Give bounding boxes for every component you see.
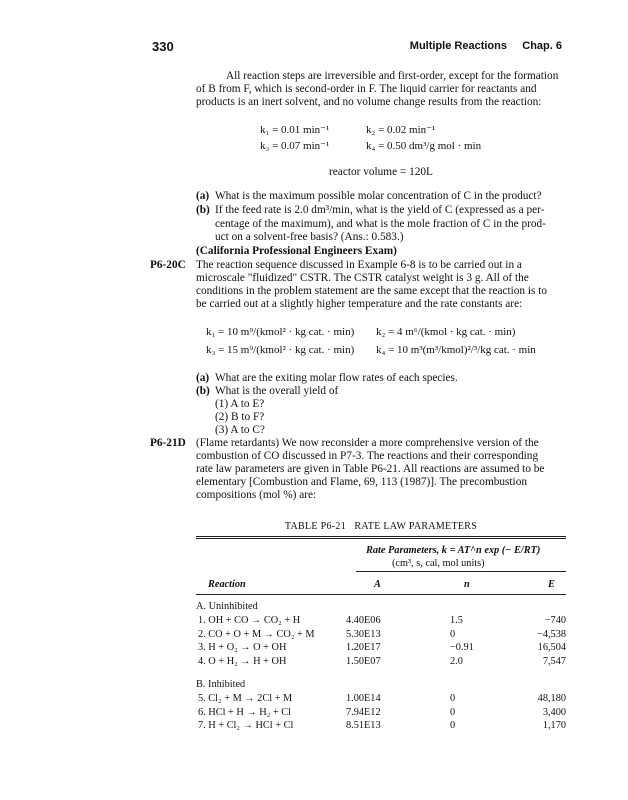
rows_a-row-2-a: 5.30E13 xyxy=(346,628,381,640)
p6-20-question-a-tag: (a) xyxy=(196,372,210,384)
rows_a-row-2-n: 0 xyxy=(450,628,456,640)
rows_a-row-4-a: 1.50E07 xyxy=(346,655,381,667)
group-units: (cm³, s, cal, mol units) xyxy=(392,558,485,569)
rows_a-row-2-e: −4,538 xyxy=(537,628,566,640)
rows_a-row-2-reaction: 2. CO + O + M → CO₂ + M xyxy=(198,628,315,640)
problem-6-20-label: P6-20C xyxy=(150,259,186,271)
rows_b-row-2-e: 3,400 xyxy=(542,706,566,718)
p6-20-question-b-tag: (b) xyxy=(196,385,210,397)
p6-21-line-2: combustion of CO discussed in P7-3. The reactions and their corresponding xyxy=(196,450,539,462)
rows_a-row-4-reaction: 4. O + H₂ → H + OH xyxy=(198,655,287,667)
p6-20-question-b xyxy=(196,385,566,398)
rows_a-row-1-e: −740 xyxy=(544,615,566,626)
rows_a-row-1-a: 4.40E06 xyxy=(346,615,381,626)
col-reaction-header: Reaction xyxy=(208,579,246,590)
question-b-line-1: If the feed rate is 2.0 dm³/min, what is the yield of C (expressed as a per- xyxy=(215,204,545,216)
rows_b-row-1-n: 0 xyxy=(450,693,456,704)
p6-20-question-a-text: What are the exiting molar flow rates of each species. xyxy=(215,372,458,384)
rows_a-row-1-n: 1.5 xyxy=(450,615,463,626)
rows_b-row-2-n: 0 xyxy=(450,706,456,718)
rate-constant-k4: k₄ = 0.50 dm³/g mol · min xyxy=(366,140,482,152)
question-b-line-3: uct on a solvent-free basis? (Ans.: 0.583.) xyxy=(215,231,404,243)
p6-21-line-3: rate law parameters are given in Table P6-21. All reactions are assumed to be xyxy=(196,463,545,475)
rows_a-row-4-n: 2.0 xyxy=(450,655,463,667)
header-rule xyxy=(196,594,566,595)
p6-20-sub-1: (1) A to E? xyxy=(215,398,265,410)
rate-constant-k3: k₃ = 0.07 min⁻¹ xyxy=(260,140,330,152)
rate-constant-k2: k₂ = 0.02 min⁻¹ xyxy=(366,124,436,136)
p6-20-line-3: conditions in the problem statement are the same except that the reaction is to xyxy=(196,285,548,297)
table-top-rule-2 xyxy=(196,538,566,539)
p6-21-line-5: compositions (mol %) are: xyxy=(196,489,317,501)
rows_a-row-3-reaction: 3. H + O₂ → O + OH xyxy=(198,642,287,653)
intro-line-2: of B from F, which is second-order in F. The liquid carrier for reactants and xyxy=(196,83,537,95)
col-n-header: n xyxy=(464,579,470,590)
table-top-rule xyxy=(196,536,566,537)
rows_b-row-3-e: 1,170 xyxy=(542,720,566,731)
group-header: Rate Parameters, k = AT^n exp (− E/RT) xyxy=(366,545,541,556)
rows_b-row-1-reaction: 5. Cl₂ + M → 2Cl + M xyxy=(198,693,293,704)
rows_b-row-2-a: 7.94E12 xyxy=(346,706,381,718)
p6-20-line-4: be carried out at a slightly higher temperature and the rate constants are: xyxy=(196,298,523,310)
rows_a-row-3-n: −0.91 xyxy=(450,642,474,653)
table-caption: TABLE P6-21 RATE LAW PARAMETERS xyxy=(284,521,478,532)
p6-20-sub-3: (3) A to C? xyxy=(215,424,265,436)
p6-20-question-b-text: What is the overall yield of xyxy=(215,385,339,397)
question-b-tag: (b) xyxy=(196,204,210,216)
intro-line-3: products is an inert solvent, and no volume change results from the reaction: xyxy=(196,96,542,108)
question-a xyxy=(196,190,566,203)
section-b-label: B. Inhibited xyxy=(196,679,246,690)
reactor-volume: reactor volume = 120L xyxy=(329,166,433,178)
p6-21-line-1: (Flame retardants) We now reconsider a more comprehensive version of the xyxy=(196,437,539,449)
col-A-header: A xyxy=(374,579,381,590)
rows_b-row-2-reaction: 6. HCl + H → H₂ + Cl xyxy=(198,706,292,718)
p6-20-k3: k₃ = 15 m⁹/(kmol² · kg cat. · min) xyxy=(206,344,355,356)
question-b-line-2: centage of the maximum), and what is the mole fraction of C in the prod- xyxy=(215,218,546,230)
p6-20-line-2: microscale "fluidized" CSTR. The CSTR catalyst weight is 3 g. All of the xyxy=(196,272,529,284)
problem-6-21-label: P6-21D xyxy=(150,437,186,449)
section-a-label: A. Uninhibited xyxy=(196,601,258,612)
p6-20-k1: k₁ = 10 m⁹/(kmol² · kg cat. · min) xyxy=(206,326,355,338)
rows_b-row-1-a: 1.00E14 xyxy=(346,693,381,704)
rows_a-row-3-e: 16,504 xyxy=(537,642,566,653)
p6-20-k2: k₂ = 4 m⁶/(kmol · kg cat. · min) xyxy=(376,326,516,338)
rows_b-row-3-reaction: 7. H + Cl₂ → HCl + Cl xyxy=(198,720,294,731)
rows_a-row-4-e: 7,547 xyxy=(542,655,566,667)
problem-source: (California Professional Engineers Exam) xyxy=(196,245,397,257)
rows_b-row-1-e: 48,180 xyxy=(537,693,566,704)
question-a-tag: (a) xyxy=(196,190,210,202)
running-title: Multiple Reactions Chap. 6 xyxy=(409,40,562,52)
page-header xyxy=(152,40,562,56)
rate-constant-k1: k₁ = 0.01 min⁻¹ xyxy=(260,124,330,136)
p6-20-sub-2: (2) B to F? xyxy=(215,411,265,423)
rows_a-row-3-a: 1.20E17 xyxy=(346,642,381,653)
group-rule xyxy=(356,571,566,572)
col-E-header: E xyxy=(548,579,555,590)
p6-20-question-a xyxy=(196,372,566,385)
intro-line-1: All reaction steps are irreversible and first-order, except for the formation xyxy=(226,70,559,82)
rows_b-row-3-a: 8.51E13 xyxy=(346,720,381,731)
rows_b-row-3-n: 0 xyxy=(450,720,456,731)
p6-20-line-1: The reaction sequence discussed in Example 6-8 is to be carried out in a xyxy=(196,259,522,271)
question-a-text: What is the maximum possible molar concentration of C in the product? xyxy=(215,190,542,202)
page-number: 330 xyxy=(152,39,174,54)
p6-20-k4: k₄ = 10 m³(m³/kmol)²/³/kg cat. · min xyxy=(376,344,536,356)
question-b xyxy=(196,204,566,217)
p6-21-line-4: elementary [Combustion and Flame, 69, 113 (1987)]. The precombustion xyxy=(196,476,527,488)
rows_a-row-1-reaction: 1. OH + CO → CO₂ + H xyxy=(198,615,301,626)
